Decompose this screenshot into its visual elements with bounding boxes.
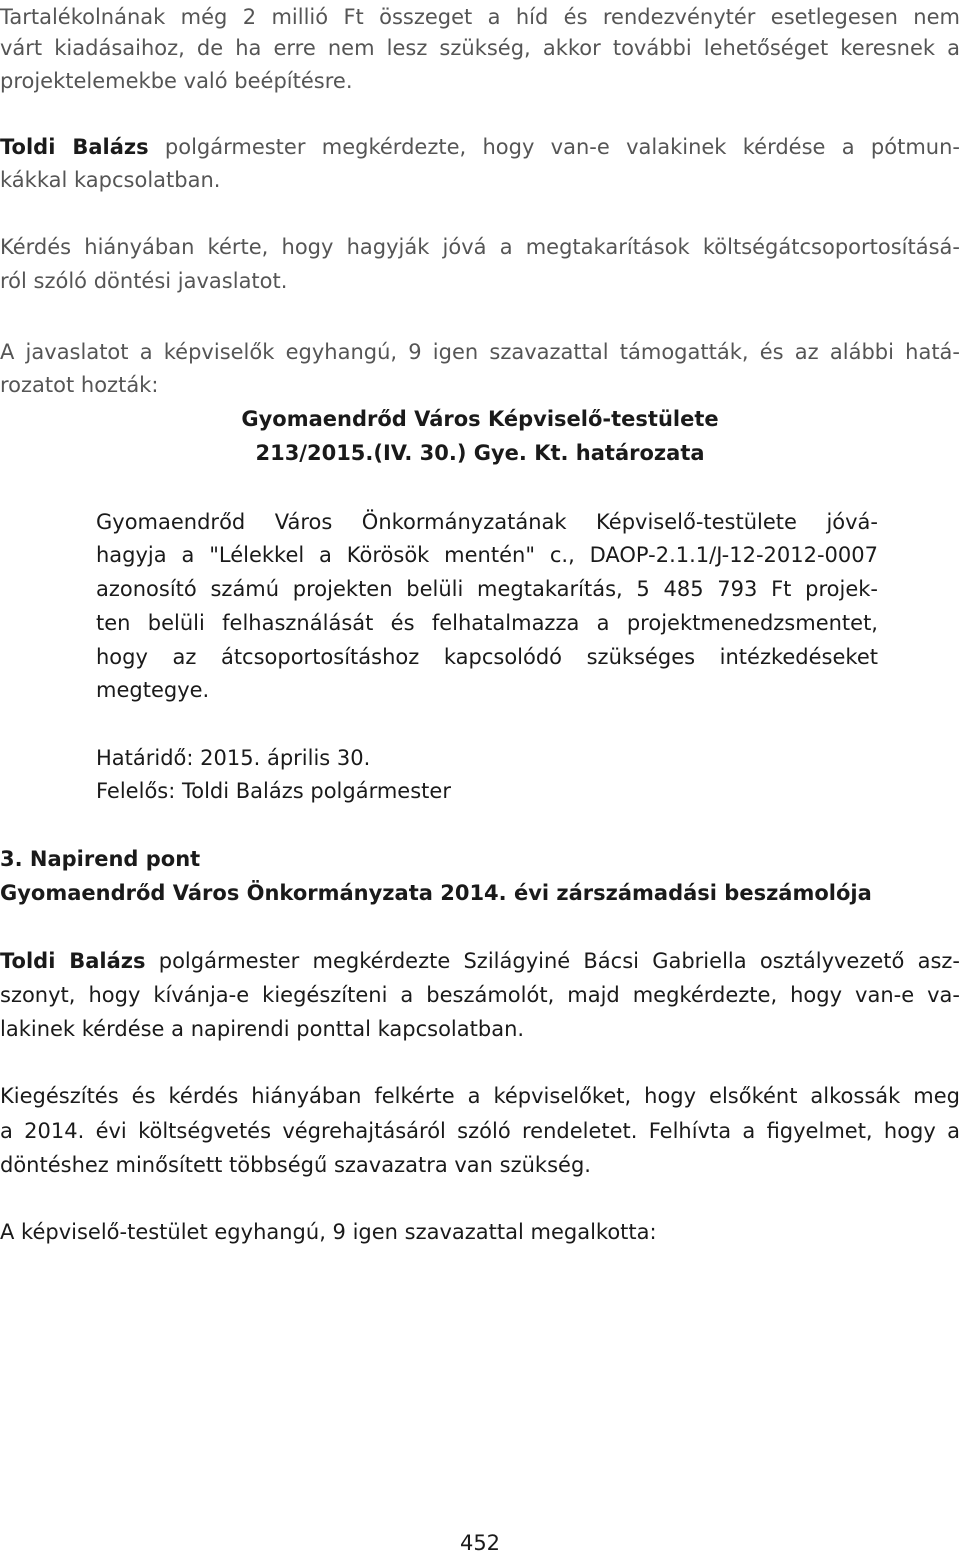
page-number: 452 <box>459 1531 501 1555</box>
resolution-number: 213/2015.(IV. 30.) Gye. Kt. határozata <box>255 441 705 465</box>
resolution-body-line-1: Gyomaendrőd Város Önkormányzatának Képviselő-testülete jóvá- <box>96 510 878 534</box>
resolution-body-line-2: hagyja a "Lélekkel a Körösök mentén" c., DAOP-2.1.1/J-12-2012-0007 <box>96 543 878 567</box>
resolution-heading: Gyomaendrőd Város Képviselő-testülete <box>241 407 719 431</box>
paragraph-4-line-1: A javaslatot a képviselők egyhangú, 9 igen szavazattal támogatták, és az alábbi hatá- <box>0 340 960 364</box>
paragraph-5-line-2: szonyt, hogy kívánja-e kiegészíteni a beszámolót, majd megkérdezte, hogy van-e va- <box>0 983 960 1007</box>
resolution-body-line-4: ten belüli felhasználását és felhatalmazza a projektmenedzsmentet, <box>96 611 878 635</box>
resolution-body-line-6: megtegye. <box>96 678 210 702</box>
paragraph-5-line-1-text: polgármester megkérdezte Szilágyiné Bácsi Gabriella osztályvezető asz- <box>158 949 960 973</box>
paragraph-1-line-2: várt kiadásaihoz, de ha erre nem lesz szükség, akkor további lehetőséget keresnek a <box>0 36 960 60</box>
agenda-item-title: Gyomaendrőd Város Önkormányzata 2014. évi zárszámadási beszámolója <box>0 881 872 905</box>
paragraph-5-line-1 <box>0 944 960 978</box>
paragraph-3-line-2: ról szóló döntési javaslatot. <box>0 269 288 293</box>
paragraph-6-line-2: a 2014. évi költségvetés végrehajtásáról szóló rendeletet. Felhívta a figyelmet, hogy a <box>0 1119 960 1143</box>
paragraph-5-line-3: lakinek kérdése a napirendi ponttal kapcsolatban. <box>0 1017 525 1041</box>
paragraph-2-line-1-text: polgármester megkérdezte, hogy van-e valakinek kérdése a pótmun- <box>164 135 960 159</box>
paragraph-2-line-2: kákkal kapcsolatban. <box>0 168 221 192</box>
paragraph-2-line-1 <box>0 130 960 164</box>
resolution-responsible: Felelős: Toldi Balázs polgármester <box>96 779 451 803</box>
paragraph-4-line-2: rozatot hozták: <box>0 373 159 397</box>
resolution-deadline: Határidő: 2015. április 30. <box>96 746 371 770</box>
paragraph-1-line-1: Tartalékolnának még 2 millió Ft összeget a híd és rendezvénytér esetlegesen nem <box>0 5 960 29</box>
speaker-name: Toldi Balázs <box>0 135 149 159</box>
paragraph-6-line-3: döntéshez minősített többségű szavazatra van szükség. <box>0 1153 591 1177</box>
resolution-body-line-5: hogy az átcsoportosításhoz kapcsolódó szükséges intézkedéseket <box>96 645 878 669</box>
paragraph-6-line-1: Kiegészítés és kérdés hiányában felkérte a képviselőket, hogy elsőként alkossák meg <box>0 1084 960 1108</box>
resolution-body-line-3: azonosító számú projekten belüli megtakarítás, 5 485 793 Ft projek- <box>96 577 878 601</box>
paragraph-1-line-3: projektelemekbe való beépítésre. <box>0 69 353 93</box>
speaker-name: Toldi Balázs <box>0 949 146 973</box>
paragraph-7-line-1: A képviselő-testület egyhangú, 9 igen szavazattal megalkotta: <box>0 1220 657 1244</box>
paragraph-3-line-1: Kérdés hiányában kérte, hogy hagyják jóvá a megtakarítások költségátcsoportosításá- <box>0 235 960 259</box>
agenda-item-number: 3. Napirend pont <box>0 847 201 871</box>
